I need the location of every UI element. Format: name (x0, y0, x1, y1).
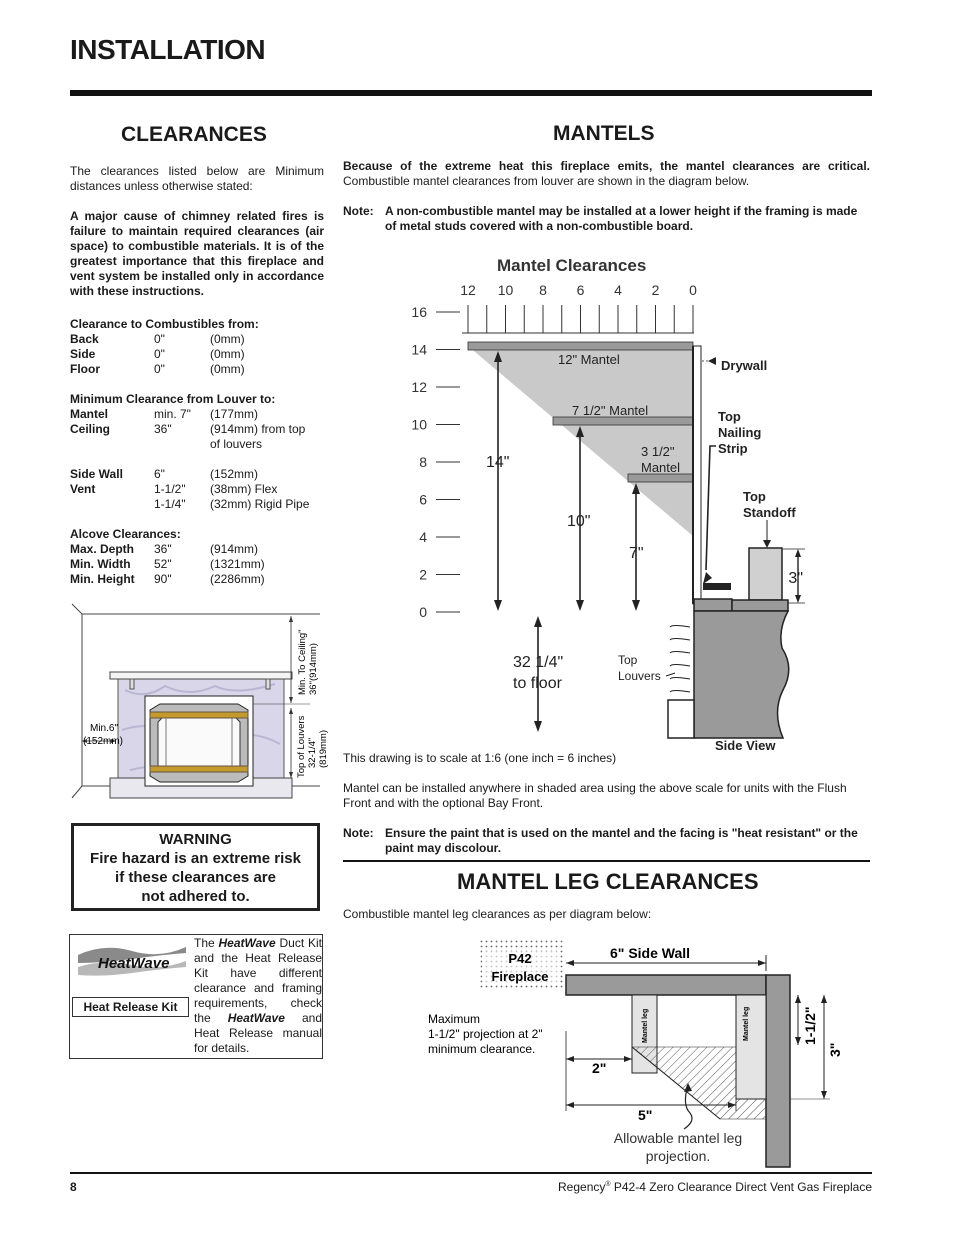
p42-label-1: P42 (508, 951, 532, 966)
y-tick-label: 10 (411, 416, 427, 433)
mantel-75-label: 7 1/2" Mantel (572, 403, 649, 418)
allowable-label-1: Allowable mantel leg (613, 1130, 743, 1146)
floor-label-2: to floor (513, 675, 562, 692)
mantel-35-label-a: 3 1/2" (641, 444, 675, 459)
section-rule (343, 860, 870, 862)
page-title: INSTALLATION (70, 34, 266, 65)
combustibles-title: Clearance to Combustibles from: (70, 317, 259, 331)
heatwave-notice-text: The HeatWave Duct Kit and the Heat Release Kit have different clearance and framing requirements, check the HeatWave and Heat Release manual for details. (194, 936, 323, 1055)
dim-2-label: 2" (592, 1060, 607, 1076)
y-tick-label: 4 (419, 529, 427, 545)
mantel-12-label: 12" Mantel (558, 352, 620, 367)
x-tick-label: 8 (539, 282, 547, 298)
warning-box (71, 823, 320, 911)
y-tick-label: 2 (419, 566, 427, 583)
y-tick-label: 16 (411, 304, 427, 320)
y-tick-label: 12 (411, 379, 427, 395)
footer-product: Regency® P42-4 Zero Clearance Direct Vent Gas Fireplace (558, 1180, 872, 1194)
x-tick-label: 10 (497, 282, 514, 298)
paint-note: Note: Ensure the paint that is used on the mantel and the facing is "heat resistant" or the paint may discolour. (343, 826, 858, 855)
clearances-heading: CLEARANCES (121, 123, 267, 146)
p42-label-2: Fireplace (491, 969, 549, 984)
louvers-label-3: (819mm) (318, 729, 329, 768)
max-projection-line-2: 1-1/2" projection at 2" (428, 1027, 543, 1041)
scale-note: This drawing is to scale at 1:6 (one inch = 6 inches) (343, 751, 617, 765)
ceiling-label-1: Min. To Ceiling" (297, 629, 308, 695)
dim-5-label: 5" (638, 1107, 653, 1123)
mantel-leg-intro: Combustible mantel leg clearances as per diagram below: (343, 907, 652, 921)
mantel-leg-label-2: Mantel leg (743, 1006, 750, 1041)
y-tick-label: 8 (419, 454, 427, 470)
alcove-title: Alcove Clearances: (70, 527, 181, 541)
warning-line: Fire hazard is an extreme risk (90, 850, 301, 867)
clearances-intro: The clearances listed below are Minimum distances unless otherwise stated: (70, 164, 324, 193)
warning-line: if these clearances are (115, 869, 276, 886)
side-view-label: Side View (715, 738, 776, 753)
louver-title: Minimum Clearance from Louver to: (70, 392, 276, 406)
x-tick-label: 2 (651, 282, 660, 298)
y-tick-label: 14 (411, 341, 427, 358)
y-tick-label: 6 (419, 491, 427, 508)
louvers-label-1: Top of Louvers (296, 715, 307, 778)
clearances-warning-paragraph: A major cause of chimney related fires is failure to maintain required clearances (air space) to combustible materials. It is of the greatest importance that this fireplace and vent system be installed only in accordance with these instructions. (70, 209, 324, 298)
side-wall-label: 6" Side Wall (610, 945, 691, 961)
x-tick-label: 6 (576, 282, 585, 298)
y-tick-label: 0 (419, 604, 427, 620)
mantels-intro: Because of the extreme heat this fireplace emits, the mantel clearances are critical. Combustible mantel clearances from louver are shown in the diagram below. (343, 159, 870, 188)
allowable-label-2: projection. (645, 1148, 711, 1164)
min-side-mm-label: (152mm) (83, 736, 124, 747)
dim-10-label: 10" (567, 513, 591, 530)
dim-1-5-label: 1-1/2" (802, 1006, 818, 1045)
drywall-label: Drywall (721, 358, 768, 373)
x-tick-label: 4 (614, 282, 622, 298)
warning-line: not adhered to. (141, 888, 250, 905)
dim-3-label: 3" (788, 570, 803, 587)
x-tick-label: 12 (460, 282, 476, 298)
fireplace-clearance-illustration (70, 600, 330, 805)
standoff-label-1: Top (743, 489, 766, 504)
min-side-label: Min.6" (90, 723, 119, 734)
mantel-diagram-title: Mantel Clearances (497, 256, 647, 275)
mantel-leg-diagram (420, 935, 843, 1167)
mantel-leg-heading: MANTEL LEG CLEARANCES (457, 869, 759, 894)
dim-7-label: 7" (629, 545, 644, 562)
clearances-table: Clearance to Combustibles from: Back 0" (0mm) Side 0" (0mm) Floor 0" (0mm) Minimum Clearance from Louver to: Mantel min. 7" (177mm) Ceiling 36" (914mm) from top of louvers Side Wall 6" (152mm) Vent 1-1/2" (38mm) Flex 1-1/4" (32mm) Rigid Pipe Alcove Clearances: Max. Depth 36" (914mm) Min. Width 52" (1321mm) Min. Height 90" (2286mm) (70, 317, 310, 586)
nailing-label-3: Strip (718, 441, 748, 456)
nailing-label-1: Top (718, 409, 741, 424)
dim-14-label: 14" (486, 454, 510, 471)
standoff-label-2: Standoff (743, 505, 796, 520)
mantels-heading: MANTELS (553, 122, 655, 145)
mantel-35-label-b: Mantel (641, 460, 681, 475)
heatwave-notice-box (69, 934, 323, 1059)
dim-3-leg-label: 3" (827, 1042, 843, 1057)
heatwave-logo-text: HeatWave (98, 955, 170, 972)
mantel-leg-label-1: Mantel leg (642, 1008, 649, 1043)
heatwave-logo (74, 941, 190, 979)
max-projection-line-3: minimum clearance. (428, 1042, 536, 1056)
mantels-note: Note: A non-combustible mantel may be installed at a lower height if the framing is made of metal studs covered with a non-combustible board. (343, 204, 858, 233)
floor-label-1: 32 1/4" (513, 654, 564, 671)
x-tick-label: 0 (689, 282, 697, 298)
mantels-paragraph-2: Mantel can be installed anywhere in shaded area using the above scale for units with the Flush Front and with the optional Bay Front. (343, 781, 847, 810)
louvers-label-1: Top (618, 653, 638, 667)
louvers-label-2: 32-1/4" (307, 737, 318, 768)
louvers-label-2: Louvers (618, 669, 661, 683)
footer-rule (70, 1172, 872, 1174)
ceiling-label-2: 36"(914mm) (308, 643, 319, 695)
header-rule (70, 90, 872, 96)
heat-release-kit-label: Heat Release Kit (72, 997, 189, 1017)
max-projection-line-1: Maximum (428, 1012, 481, 1026)
mantel-clearances-diagram (400, 250, 810, 758)
nailing-label-2: Nailing (718, 425, 762, 440)
warning-title: WARNING (159, 831, 232, 848)
page-number: 8 (70, 1180, 77, 1194)
